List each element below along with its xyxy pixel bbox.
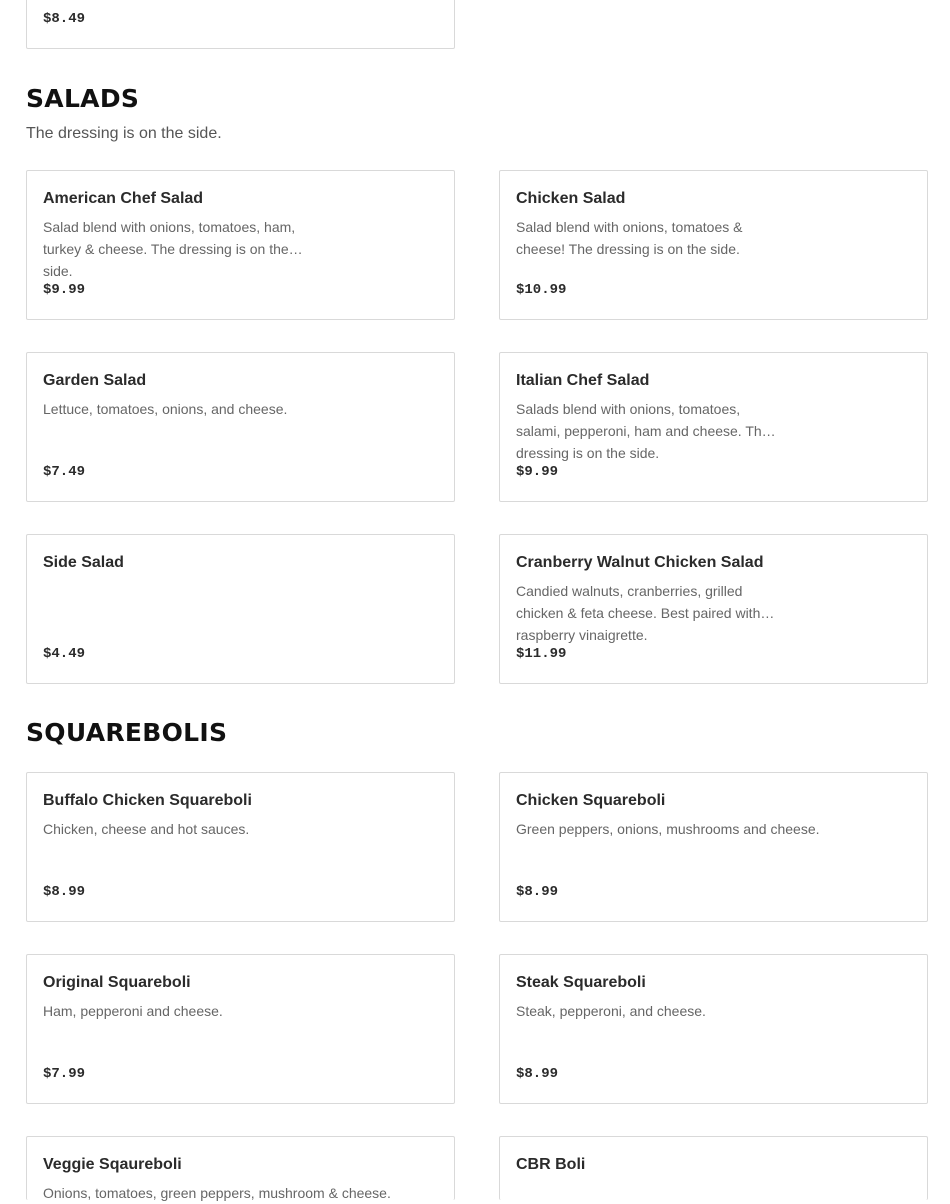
item-name: Chicken Salad [516,190,626,207]
item-name: Veggie Sqaureboli [43,1156,182,1173]
item-name: Original Squareboli [43,974,191,991]
menu-item-card[interactable] [499,954,928,1104]
item-description: Green peppers, onions, mushrooms and cheese. [516,821,820,837]
item-price: $8.99 [516,1066,559,1082]
menu-item-card[interactable] [499,772,928,922]
item-name: Side Salad [43,554,124,571]
menu-item-card[interactable] [26,954,455,1104]
menu-item-card[interactable] [499,170,928,320]
item-description: Salad blend with onions, tomatoes, ham, turkey & cheese. The dressing is on the side. [43,219,296,279]
item-price: $11.99 [516,646,567,662]
section-note-salads: The dressing is on the side. [26,125,222,142]
item-name: Buffalo Chicken Squareboli [43,792,252,809]
menu-item-card[interactable] [26,170,455,320]
item-price: $9.99 [43,282,86,298]
item-name: Cranberry Walnut Chicken Salad [516,554,764,571]
item-name: Garden Salad [43,372,147,389]
item-name: CBR Boli [516,1156,586,1173]
menu-item-card[interactable] [26,352,455,502]
item-price: $8.99 [516,884,559,900]
item-description: Steak, pepperoni, and cheese. [516,1003,706,1019]
item-price: $9.99 [516,464,559,480]
item-description: Ham, pepperoni and cheese. [43,1003,223,1019]
item-description: Candied walnuts, cranberries, grilled chicken & feta cheese. Best paired with raspberry vinaigrette. [516,583,761,643]
section-title-salads: SALADS [26,84,140,113]
item-description: Onions, tomatoes, green peppers, mushroom & cheese. [43,1185,391,1201]
item-description: Salads blend with onions, tomatoes, salami, pepperoni, ham and cheese. The dressing is on the side. [516,401,770,461]
menu-item-card[interactable] [26,0,455,49]
menu-item-card[interactable] [26,1136,455,1200]
menu-item-card[interactable] [26,772,455,922]
item-price: $4.49 [43,646,86,662]
item-price: $8.99 [43,884,86,900]
item-price: $10.99 [516,282,567,298]
item-description: Lettuce, tomatoes, onions, and cheese. [43,401,288,417]
menu-item-card[interactable] [499,352,928,502]
item-price: $8.49 [43,11,86,27]
menu-item-card[interactable] [499,1136,928,1200]
item-name: Italian Chef Salad [516,372,650,389]
item-description: Chicken, cheese and hot sauces. [43,821,250,837]
item-name: American Chef Salad [43,190,204,207]
section-title-squarebolis: SQUAREBOLIS [26,718,228,747]
item-price: $7.99 [43,1066,86,1082]
item-name: Chicken Squareboli [516,792,666,809]
menu-item-card[interactable] [26,534,455,684]
menu-item-card[interactable] [499,534,928,684]
item-price: $7.49 [43,464,86,480]
item-name: Steak Squareboli [516,974,646,991]
item-description: Salad blend with onions, tomatoes & cheese! The dressing is on the side. [516,219,743,257]
